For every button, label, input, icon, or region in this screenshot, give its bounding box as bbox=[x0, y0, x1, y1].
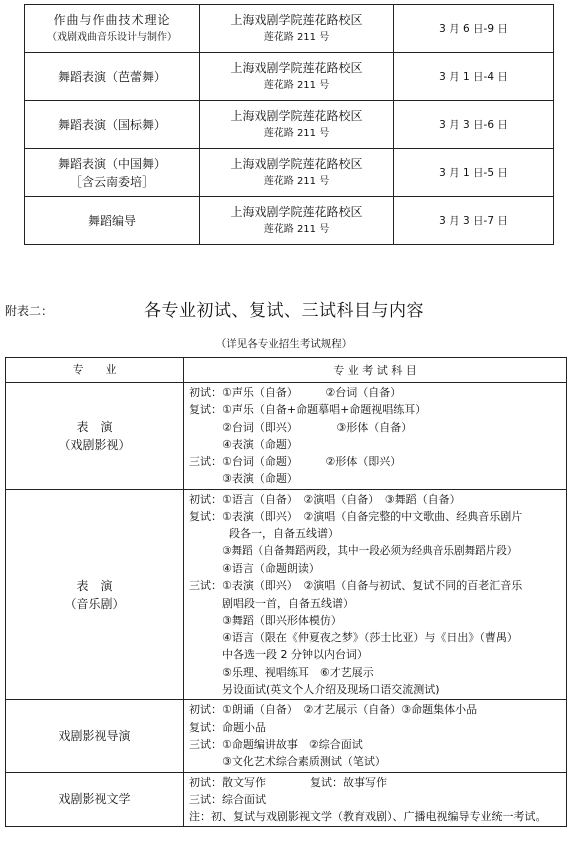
table-row bbox=[25, 53, 554, 101]
subject-line: ③文化艺术综合素质测试（笔试） bbox=[222, 755, 386, 769]
location-cell bbox=[200, 5, 394, 53]
exam-date: 3 月 1 日-5 日 bbox=[394, 149, 554, 197]
subject-line: 剧唱段一首，自备五线谱） bbox=[222, 596, 354, 610]
subject-line: 段各一，自备五线谱） bbox=[229, 527, 339, 541]
table-row bbox=[6, 489, 567, 700]
subject-line: ③舞蹈（自备舞蹈两段，其中一段必须为经典音乐剧舞蹈片段） bbox=[222, 544, 518, 557]
major-name: 戏剧影视文学 bbox=[6, 772, 184, 827]
subject-line: 复试：命题小品 bbox=[189, 720, 266, 734]
campus-address: 莲花路 211 号 bbox=[263, 175, 330, 187]
table-row bbox=[6, 772, 567, 827]
table-row bbox=[6, 700, 567, 772]
exam-subjects-table bbox=[5, 357, 567, 827]
subject-line: 复试：①表演（即兴） ②演唱（自备完整的中文歌曲、经典音乐剧片 bbox=[189, 510, 523, 524]
subject-line: 初试：①语言（自备） ②演唱（自备） ③舞蹈（自备） bbox=[189, 492, 461, 506]
campus-schedule-table bbox=[24, 4, 554, 245]
subject-line: 中各选一段 2 分钟以内台词） bbox=[222, 648, 368, 662]
major-subtitle: （音乐剧） bbox=[64, 596, 125, 611]
campus-name: 上海戏剧学院莲花路校区 bbox=[230, 156, 363, 171]
major-subtitle: （戏剧戏曲音乐设计与制作） bbox=[47, 31, 177, 43]
major-name: 作曲与作曲技术理论 bbox=[53, 12, 171, 27]
subjects-cell bbox=[184, 772, 567, 827]
subject-line: ④表演（命题） bbox=[222, 437, 298, 451]
major-name: 舞蹈表演（芭蕾舞） bbox=[25, 53, 200, 101]
major-cell bbox=[25, 5, 200, 53]
table-row bbox=[25, 149, 554, 197]
location-cell bbox=[200, 101, 394, 149]
exam-date: 3 月 1 日-4 日 bbox=[394, 53, 554, 101]
subject-line: 初试：散文写作 复试：故事写作 bbox=[189, 775, 387, 789]
appendix-label: 附表二： bbox=[5, 304, 54, 318]
header-subjects: 专 业 考 试 科 目 bbox=[184, 358, 567, 383]
major-name: 戏剧影视导演 bbox=[6, 700, 184, 772]
major-name: 舞蹈编导 bbox=[25, 197, 200, 245]
subject-line: 注：初、复试与戏剧影视文学（教育戏剧）、广播电视编导专业统一考试。 bbox=[189, 810, 547, 824]
major-cell bbox=[6, 383, 184, 490]
major-name: 表 演 bbox=[76, 419, 113, 434]
subject-line: 三试：①台词（命题） ②形体（即兴） bbox=[189, 455, 402, 469]
location-cell bbox=[200, 197, 394, 245]
subject-line: 三试：①表演（即兴） ②演唱（自备与初试、复试不同的百老汇音乐 bbox=[189, 579, 523, 593]
major-cell bbox=[6, 489, 184, 700]
campus-address: 莲花路 211 号 bbox=[263, 127, 330, 139]
campus-name: 上海戏剧学院莲花路校区 bbox=[230, 108, 363, 123]
subject-line: ③舞蹈（即兴形体模仿） bbox=[222, 613, 342, 627]
location-cell bbox=[200, 53, 394, 101]
subject-line: ⑤乐理、视唱练耳 ⑥才艺展示 bbox=[222, 665, 374, 679]
subject-line: 初试：①朗诵（自备） ②才艺展示（自备）③命题集体小品 bbox=[189, 703, 478, 717]
campus-name: 上海戏剧学院莲花路校区 bbox=[230, 204, 363, 219]
subject-line: ②台词（即兴） ③形体（自备） bbox=[222, 420, 413, 434]
table-header-row bbox=[6, 358, 567, 383]
subjects-cell bbox=[184, 700, 567, 772]
major-name: 表 演 bbox=[76, 578, 113, 593]
campus-address: 莲花路 211 号 bbox=[263, 79, 330, 91]
subject-line: ③表演（命题） bbox=[222, 472, 298, 486]
table-row bbox=[25, 5, 554, 53]
subject-line: 初试：①声乐（自备） ②台词（自备） bbox=[189, 386, 402, 399]
exam-date: 3 月 3 日-7 日 bbox=[394, 197, 554, 245]
subject-line: 三试：综合面试 bbox=[189, 792, 266, 806]
exam-date: 3 月 3 日-6 日 bbox=[394, 101, 554, 149]
subject-line: ④语言（命题朗读） bbox=[222, 561, 320, 575]
location-cell bbox=[200, 149, 394, 197]
subjects-cell bbox=[184, 383, 567, 490]
campus-address: 莲花路 211 号 bbox=[263, 223, 330, 235]
campus-address: 莲花路 211 号 bbox=[263, 31, 330, 43]
subject-line: ④语言（限在《仲夏夜之梦》（莎士比亚）与《日出》（曹禺） bbox=[222, 631, 518, 645]
campus-name: 上海戏剧学院莲花路校区 bbox=[230, 60, 363, 75]
campus-name: 上海戏剧学院莲花路校区 bbox=[230, 12, 363, 27]
header-major: 专 业 bbox=[6, 358, 184, 383]
major-subtitle: ［含云南委培］ bbox=[69, 174, 154, 189]
major-name: 舞蹈表演（中国舞） bbox=[57, 156, 166, 171]
table-row bbox=[25, 197, 554, 245]
subject-line: 三试：①命题编讲故事 ②综合面试 bbox=[189, 737, 363, 751]
table-row bbox=[25, 101, 554, 149]
subject-line: 另设面试(英文个人介绍及现场口语交流测试) bbox=[222, 683, 440, 697]
major-subtitle: （戏剧影视） bbox=[58, 437, 131, 452]
major-cell bbox=[25, 149, 200, 197]
subject-line: 复试：①声乐（自备+命题摹唱+命题视唱练耳） bbox=[189, 403, 427, 417]
table-row bbox=[6, 383, 567, 490]
major-name: 舞蹈表演（国标舞） bbox=[25, 101, 200, 149]
section-note: （详见各专业招生考试规程） bbox=[215, 338, 353, 350]
section-title: 各专业初试、复试、三试科目与内容 bbox=[144, 301, 424, 321]
subjects-cell bbox=[184, 489, 567, 700]
exam-date: 3 月 6 日-9 日 bbox=[394, 5, 554, 53]
